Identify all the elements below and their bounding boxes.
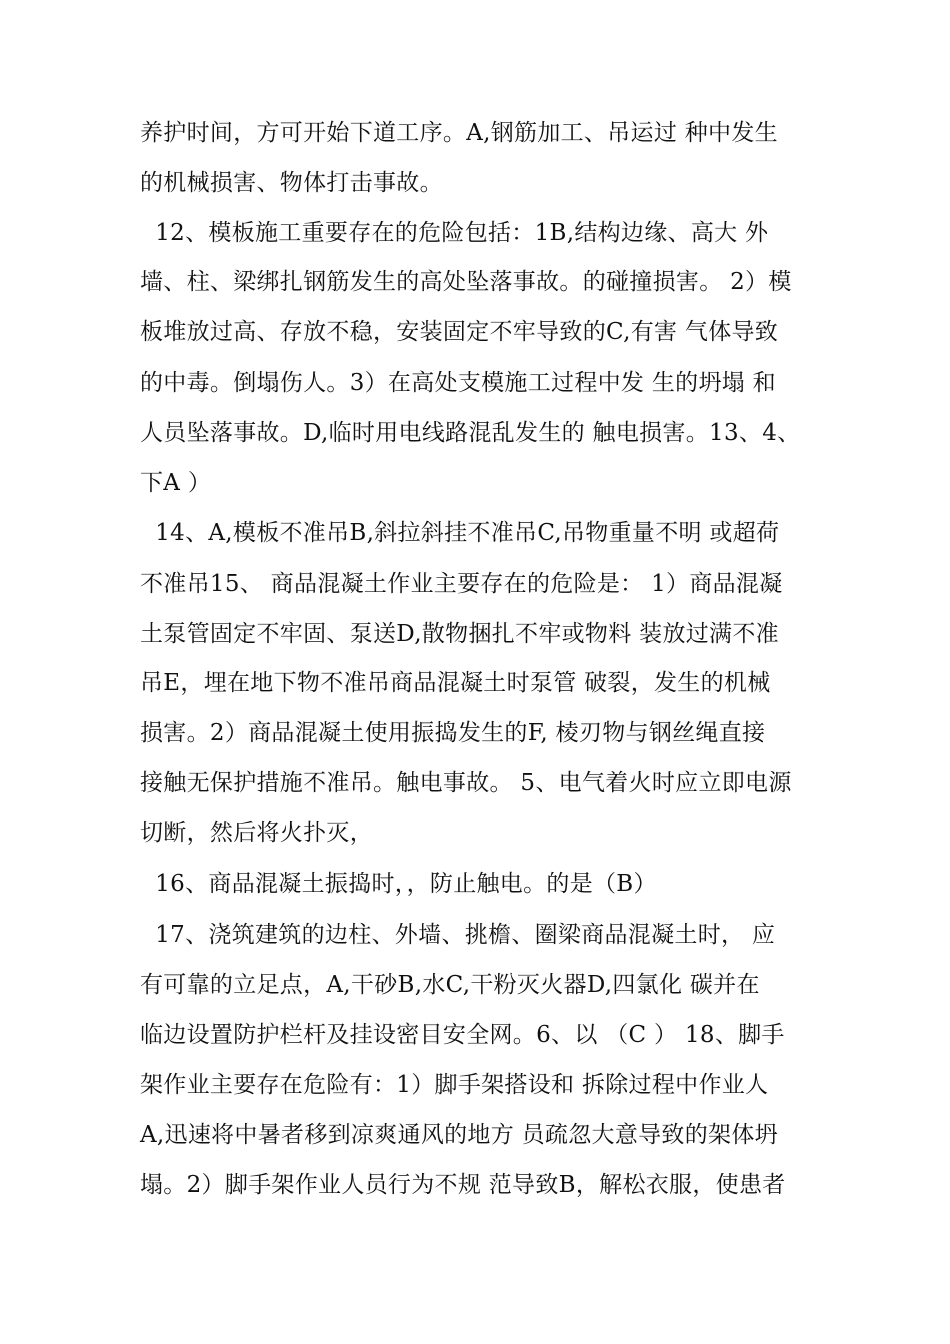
paragraph-14-line: 14、A,模板不准吊B,斜拉斜挂不准吊C,吊物重量不明 或超荷 <box>140 520 780 546</box>
text-line: 不准吊15、 商品混凝土作业主要存在的危险是： 1）商品混凝 <box>140 571 783 597</box>
text-line: 临边设置防护栏杆及挂设密目安全网。6、以 （C ） 18、脚手 <box>140 1022 785 1048</box>
text-line: 养护时间，方可开始下道工序。A,钢筋加工、吊运过 种中发生 <box>140 120 778 146</box>
paragraph-17-line: 17、浇筑建筑的边柱、外墙、挑檐、圈梁商品混凝土时， 应 <box>140 922 776 948</box>
text-line: 损害。2）商品混凝土使用振捣发生的F, 棱刃物与钢丝绳直接 <box>140 720 766 746</box>
text-line: 的机械损害、物体打击事故。 <box>140 170 443 196</box>
text-line: 接触无保护措施不准吊。触电事故。 5、电气着火时应立即电源 <box>140 770 792 796</box>
text-line: 塌。2）脚手架作业人员行为不规 范导致B，解松衣服，使患者 <box>140 1172 786 1198</box>
text-line: 架作业主要存在危险有：1）脚手架搭设和 拆除过程中作业人 <box>140 1072 769 1098</box>
text-line: 墙、柱、梁绑扎钢筋发生的高处坠落事故。的碰撞损害。 2）模 <box>140 269 792 295</box>
text-line: 下A ） <box>140 470 212 496</box>
text-line: 吊E，埋在地下物不准吊商品混凝土时泵管 破裂，发生的机械 <box>140 670 771 696</box>
paragraph-12-line: 12、模板施工重要存在的危险包括：1B,结构边缘、高大 外 <box>140 220 769 246</box>
text-line: 板堆放过高、存放不稳，安装固定不牢导致的C,有害 气体导致 <box>140 319 779 345</box>
text-line: 的中毒。倒塌伤人。3）在高处支模施工过程中发 生的坍塌 和 <box>140 370 776 396</box>
text-line: 切断，然后将火扑灭， <box>140 820 373 846</box>
text-line: 有可靠的立足点，A,干砂B,水C,干粉灭火器D,四氯化 碳并在 <box>140 972 760 998</box>
text-line: 土泵管固定不牢固、泵送D,散物捆扎不牢或物料 装放过满不准 <box>140 621 779 647</box>
text-line: A,迅速将中暑者移到凉爽通风的地方 员疏忽大意导致的架体坍 <box>140 1122 778 1148</box>
text-line: 人员坠落事故。D,临时用电线路混乱发生的 触电损害。13、4、 <box>140 420 801 446</box>
paragraph-16-line: 16、商品混凝土振捣时，，防止触电。的是（B） <box>140 871 657 897</box>
